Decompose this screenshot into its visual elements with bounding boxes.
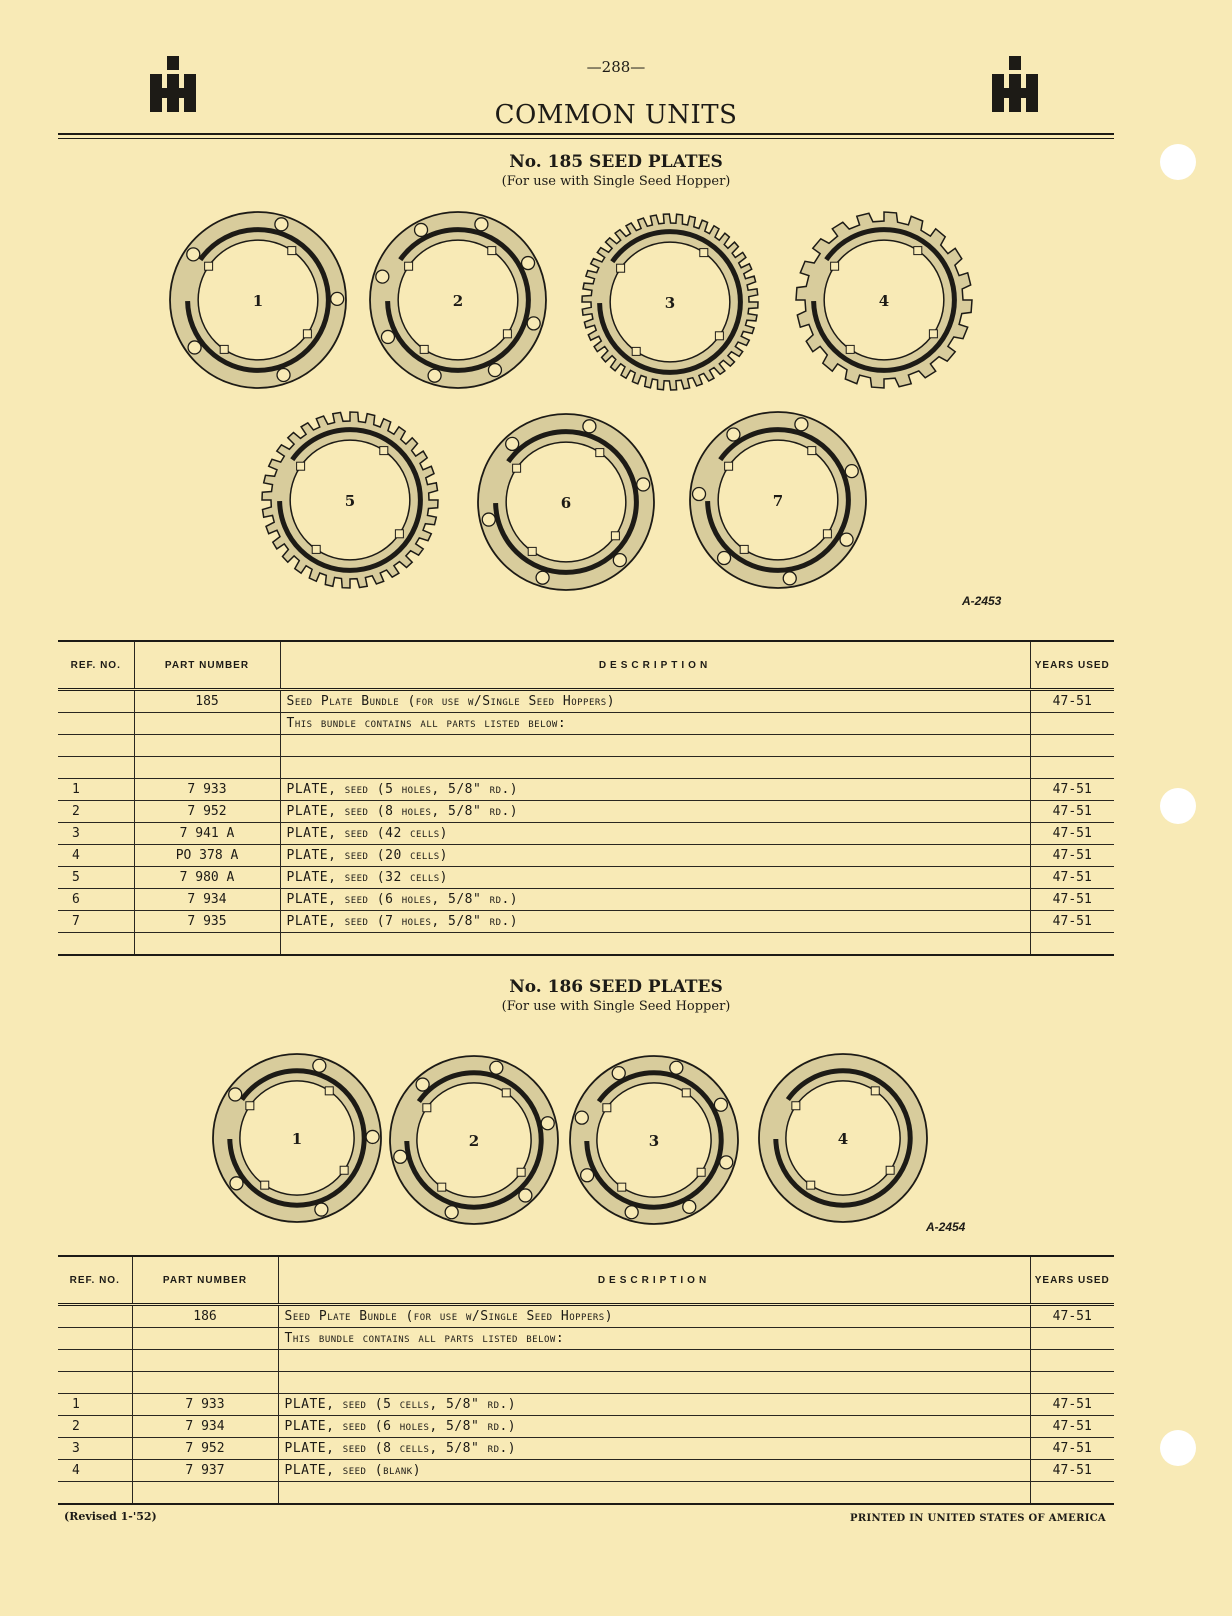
description-cell: PLATE, seed (blank) (278, 1460, 1030, 1482)
ref-cell: 1 (58, 1394, 132, 1416)
plate-label: 3 (648, 1132, 660, 1150)
years-used-cell (1030, 713, 1114, 735)
description-cell: This bundle contains all parts listed below: (278, 1328, 1030, 1350)
column-header: PART NUMBER (132, 1256, 278, 1305)
seed-plates-figure (0, 200, 1232, 620)
seed-plate (690, 412, 866, 588)
ref-cell: 2 (58, 1416, 132, 1438)
section-title: No. 185 SEED PLATES (509, 152, 723, 172)
plate-label: 7 (772, 492, 784, 510)
seed-plate (796, 212, 972, 388)
ref-cell: 6 (58, 889, 134, 911)
description-cell (280, 757, 1030, 779)
part-number-cell: 7 935 (134, 911, 280, 933)
years-used-cell: 47-51 (1030, 801, 1114, 823)
ref-cell (58, 735, 134, 757)
part-number-cell (134, 933, 280, 956)
table-row (58, 1460, 1114, 1482)
ref-cell (58, 1328, 132, 1350)
table-row (58, 1305, 1114, 1328)
plate-label: 2 (468, 1132, 480, 1150)
part-number-cell: PO 378 A (134, 845, 280, 867)
years-used-cell: 47-51 (1030, 823, 1114, 845)
figure-code: A-2453 (962, 594, 1002, 608)
description-cell: PLATE, seed (42 cells) (280, 823, 1030, 845)
part-number-cell (134, 713, 280, 735)
description-cell: PLATE, seed (7 holes, 5/8" rd.) (280, 911, 1030, 933)
part-number-cell (134, 757, 280, 779)
part-number-cell: 7 933 (132, 1394, 278, 1416)
plate-label: 4 (837, 1130, 849, 1148)
years-used-cell: 47-51 (1030, 690, 1114, 713)
column-header: DESCRIPTION (278, 1256, 1030, 1305)
description-cell: Seed Plate Bundle (for use w/Single Seed Hoppers) (278, 1305, 1030, 1328)
ref-cell (58, 1305, 132, 1328)
ref-cell: 4 (58, 845, 134, 867)
table-row (58, 823, 1114, 845)
table-row (58, 757, 1114, 779)
table-row (58, 867, 1114, 889)
table-row (58, 1350, 1114, 1372)
years-used-cell (1030, 933, 1114, 956)
ref-cell (58, 690, 134, 713)
years-used-cell (1030, 1372, 1114, 1394)
description-cell: Seed Plate Bundle (for use w/Single Seed Hoppers) (280, 690, 1030, 713)
description-cell: PLATE, seed (5 cells, 5/8" rd.) (278, 1394, 1030, 1416)
table-row (58, 1328, 1114, 1350)
description-cell: PLATE, seed (6 holes, 5/8" rd.) (278, 1416, 1030, 1438)
ref-cell (58, 933, 134, 956)
seed-plate (478, 414, 654, 590)
seed-plates-figure (0, 1040, 1232, 1240)
years-used-cell: 47-51 (1030, 779, 1114, 801)
page-title: COMMON UNITS (494, 100, 738, 130)
printed-note: PRINTED IN UNITED STATES OF AMERICA (850, 1513, 1106, 1524)
plate-label: 5 (344, 492, 356, 510)
part-number-cell: 7 934 (132, 1416, 278, 1438)
parts-table (58, 640, 1114, 956)
years-used-cell: 47-51 (1030, 867, 1114, 889)
parts-table (58, 1255, 1114, 1505)
table-row (58, 1372, 1114, 1394)
seed-plate (390, 1056, 558, 1224)
description-cell: This bundle contains all parts listed below: (280, 713, 1030, 735)
table-row (58, 889, 1114, 911)
ref-cell: 2 (58, 801, 134, 823)
table-row (58, 735, 1114, 757)
part-number-cell: 7 941 A (134, 823, 280, 845)
part-number-cell (132, 1328, 278, 1350)
figure-code: A-2454 (926, 1220, 966, 1234)
seed-plate (759, 1054, 927, 1222)
table-row (58, 801, 1114, 823)
table-row (58, 713, 1114, 735)
description-cell (278, 1350, 1030, 1372)
years-used-cell (1030, 1350, 1114, 1372)
ref-cell: 3 (58, 823, 134, 845)
description-cell: PLATE, seed (6 holes, 5/8" rd.) (280, 889, 1030, 911)
seed-plate (370, 212, 546, 388)
column-header: PART NUMBER (134, 641, 280, 690)
table-row (58, 1416, 1114, 1438)
part-number-cell (132, 1350, 278, 1372)
part-number-cell: 7 933 (134, 779, 280, 801)
divider (58, 138, 1114, 139)
description-cell (278, 1482, 1030, 1505)
column-header: DESCRIPTION (280, 641, 1030, 690)
column-header: YEARS USED (1030, 641, 1114, 690)
description-cell: PLATE, seed (5 holes, 5/8" rd.) (280, 779, 1030, 801)
table-row (58, 690, 1114, 713)
binder-hole (1160, 1430, 1196, 1466)
part-number-cell: 7 934 (134, 889, 280, 911)
table-row (58, 779, 1114, 801)
years-used-cell: 47-51 (1030, 1394, 1114, 1416)
table-row (58, 1394, 1114, 1416)
seed-plate (170, 212, 346, 388)
part-number-cell: 185 (134, 690, 280, 713)
years-used-cell: 47-51 (1030, 1438, 1114, 1460)
ref-cell (58, 1350, 132, 1372)
part-number-cell: 7 980 A (134, 867, 280, 889)
ref-cell (58, 757, 134, 779)
part-number-cell: 7 937 (132, 1460, 278, 1482)
table-row (58, 845, 1114, 867)
plate-label: 1 (291, 1130, 303, 1148)
description-cell: PLATE, seed (20 cells) (280, 845, 1030, 867)
part-number-cell: 7 952 (134, 801, 280, 823)
binder-hole (1160, 788, 1196, 824)
ref-cell: 1 (58, 779, 134, 801)
description-cell (280, 933, 1030, 956)
plate-label: 2 (452, 292, 464, 310)
years-used-cell (1030, 1482, 1114, 1505)
table-row (58, 1482, 1114, 1505)
description-cell: PLATE, seed (8 holes, 5/8" rd.) (280, 801, 1030, 823)
section-subtitle: (For use with Single Seed Hopper) (501, 174, 731, 189)
years-used-cell: 47-51 (1030, 1305, 1114, 1328)
description-cell: PLATE, seed (32 cells) (280, 867, 1030, 889)
ref-cell: 4 (58, 1460, 132, 1482)
years-used-cell (1030, 757, 1114, 779)
table-row (58, 1438, 1114, 1460)
part-number-cell: 7 952 (132, 1438, 278, 1460)
column-header: YEARS USED (1030, 1256, 1114, 1305)
plate-label: 3 (664, 294, 676, 312)
years-used-cell: 47-51 (1030, 911, 1114, 933)
ref-cell: 7 (58, 911, 134, 933)
page-number: —288— (586, 58, 646, 76)
section-title: No. 186 SEED PLATES (509, 977, 723, 997)
seed-plate (262, 412, 438, 588)
ref-cell (58, 713, 134, 735)
plate-label: 1 (252, 292, 264, 310)
plate-label: 6 (560, 494, 572, 512)
part-number-cell (132, 1482, 278, 1505)
description-cell (278, 1372, 1030, 1394)
divider (58, 133, 1114, 135)
years-used-cell: 47-51 (1030, 1460, 1114, 1482)
table-row (58, 933, 1114, 956)
years-used-cell (1030, 1328, 1114, 1350)
seed-plate (570, 1056, 738, 1224)
years-used-cell: 47-51 (1030, 889, 1114, 911)
seed-plate (582, 214, 758, 390)
description-cell: PLATE, seed (8 cells, 5/8" rd.) (278, 1438, 1030, 1460)
years-used-cell: 47-51 (1030, 845, 1114, 867)
part-number-cell: 186 (132, 1305, 278, 1328)
part-number-cell (134, 735, 280, 757)
ref-cell: 5 (58, 867, 134, 889)
years-used-cell (1030, 735, 1114, 757)
ref-cell: 3 (58, 1438, 132, 1460)
column-header: REF. NO. (58, 641, 134, 690)
revision-note: (Revised 1-'52) (64, 1510, 157, 1523)
years-used-cell: 47-51 (1030, 1416, 1114, 1438)
plate-label: 4 (878, 292, 890, 310)
ref-cell (58, 1482, 132, 1505)
seed-plate (213, 1054, 381, 1222)
table-row (58, 911, 1114, 933)
description-cell (280, 735, 1030, 757)
part-number-cell (132, 1372, 278, 1394)
column-header: REF. NO. (58, 1256, 132, 1305)
ref-cell (58, 1372, 132, 1394)
section-subtitle: (For use with Single Seed Hopper) (501, 999, 731, 1014)
